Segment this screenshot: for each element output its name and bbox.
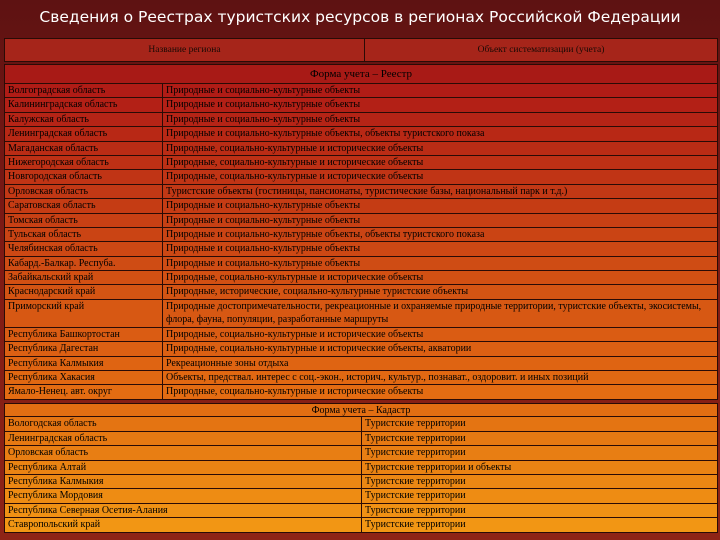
- region-cell: Новгородская область: [5, 170, 163, 183]
- object-cell: Природные, социально-культурные и исторические объекты: [166, 171, 424, 183]
- table-row: [4, 142, 718, 156]
- reestr-rows: [4, 84, 718, 400]
- kadastr-rows: [4, 417, 718, 532]
- region-cell: Республика Хакасия: [5, 371, 163, 384]
- object-cell: Туристские территории: [365, 432, 466, 444]
- header-region: Название региона: [5, 39, 365, 61]
- region-cell: Магаданская область: [5, 142, 163, 155]
- table-row: [4, 489, 718, 503]
- table-row: [4, 84, 718, 98]
- table-row: [4, 504, 718, 518]
- table-row: [4, 285, 718, 299]
- table-row: [4, 461, 718, 475]
- object-cell: Природные, социально-культурные и исторические объекты: [166, 272, 424, 284]
- region-cell: Республика Северная Осетия-Алания: [5, 504, 362, 517]
- table-row: [4, 385, 718, 399]
- kadastr-heading: Форма учета – Кадастр: [4, 403, 718, 417]
- object-cell: Туристские территории: [365, 519, 466, 531]
- region-cell: Орловская область: [5, 446, 362, 459]
- object-cell: Туристские территории: [365, 475, 466, 487]
- region-cell: Ленинградская область: [5, 432, 362, 445]
- region-cell: Тульская область: [5, 228, 163, 241]
- object-cell: Природные и социально-культурные объекты: [166, 200, 361, 212]
- region-cell: Ставропольский край: [5, 518, 362, 531]
- object-cell: Природные и социально-культурные объекты: [166, 113, 361, 125]
- table-row: [4, 357, 718, 371]
- table-row: [4, 300, 718, 328]
- table-row: [4, 257, 718, 271]
- table-row: [4, 271, 718, 285]
- object-cell: Природные, социально-культурные и исторические объекты: [166, 328, 424, 340]
- object-cell: Природные и социально-культурные объекты: [166, 214, 361, 226]
- object-cell: Туристские территории: [365, 490, 466, 502]
- table-header: [4, 38, 718, 62]
- region-cell: Республика Дагестан: [5, 342, 163, 355]
- object-cell: Природные и социально-культурные объекты: [166, 243, 361, 255]
- table-row: [4, 170, 718, 184]
- object-cell: Туристские территории: [365, 447, 466, 459]
- kadastr-section: [4, 403, 718, 533]
- region-cell: Кабард.-Балкар. Респуба.: [5, 257, 163, 270]
- region-cell: Ленинградская область: [5, 127, 163, 140]
- table-row: [4, 417, 718, 431]
- region-cell: Вологодская область: [5, 417, 362, 430]
- table-row: [4, 185, 718, 199]
- region-cell: Челябинская область: [5, 242, 163, 255]
- page-title: Сведения о Реестрах туристских ресурсов в регионах Российской Федерации: [39, 8, 681, 26]
- table-row: [4, 342, 718, 356]
- region-cell: Забайкальский край: [5, 271, 163, 284]
- table-row: [4, 432, 718, 446]
- object-cell: Туристские территории: [365, 504, 466, 516]
- region-cell: Калининградская область: [5, 98, 163, 111]
- region-cell: Республика Калмыкия: [5, 475, 362, 488]
- table-row: [4, 214, 718, 228]
- table-row: [4, 98, 718, 112]
- object-cell: Природные, социально-культурные и исторические объекты: [166, 156, 424, 168]
- object-cell: Природные и социально-культурные объекты: [166, 99, 361, 111]
- region-cell: Волгоградская область: [5, 84, 163, 97]
- table-row: [4, 446, 718, 460]
- object-cell: Туристские территории и объекты: [365, 461, 512, 473]
- object-cell: Природные и социально-культурные объекты: [166, 257, 361, 269]
- object-cell: Природные, социально-культурные и исторические объекты: [166, 142, 424, 154]
- region-cell: Нижегородская область: [5, 156, 163, 169]
- table-row: [4, 156, 718, 170]
- object-cell: Природные и социально-культурные объекты, объекты туристского показа: [166, 228, 485, 240]
- region-cell: Республика Мордовия: [5, 489, 362, 502]
- object-cell: Природные, социально-культурные и исторические объекты, акватории: [166, 343, 472, 355]
- region-cell: Калужская область: [5, 113, 163, 126]
- region-cell: Республика Алтай: [5, 461, 362, 474]
- region-cell: Республика Калмыкия: [5, 357, 163, 370]
- object-cell: Объекты, предствал. интерес с соц.-экон., историч., культур., познават., оздоровит. и иных позиций: [166, 372, 589, 384]
- object-cell: Рекреационные зоны отдыха: [166, 357, 289, 369]
- table-row: [4, 475, 718, 489]
- object-cell: Туристские объекты (гостиницы, пансионаты, туристические базы, национальный парк и т.д.): [166, 185, 568, 197]
- object-cell: Природные, социально-культурные и исторические объекты: [166, 386, 424, 398]
- region-cell: Саратовская область: [5, 199, 163, 212]
- object-cell: Природные достопримечательности, рекреационные и охраняемые природные территории, туристские объекты, экосистемы, флора, фауна, популяции, разработанные маршруты: [166, 300, 702, 326]
- region-cell: Республика Башкортостан: [5, 328, 163, 341]
- region-cell: Томская область: [5, 214, 163, 227]
- region-cell: Приморский край: [5, 300, 163, 327]
- region-cell: Орловская область: [5, 185, 163, 198]
- region-cell: Ямало-Ненец. авт. округ: [5, 385, 163, 398]
- reestr-heading: Форма учета – Реестр: [4, 64, 718, 84]
- object-cell: Туристские территории: [365, 418, 466, 430]
- region-cell: Краснодарский край: [5, 285, 163, 298]
- table-row: [4, 127, 718, 141]
- table-row: [4, 242, 718, 256]
- header-object: Объект систематизации (учета): [477, 45, 605, 55]
- table-row: [4, 228, 718, 242]
- table-row: [4, 518, 718, 532]
- reestr-section: [4, 64, 718, 400]
- object-cell: Природные, исторические, социально-культурные туристские объекты: [166, 286, 469, 298]
- object-cell: Природные и социально-культурные объекты, объекты туристского показа: [166, 128, 485, 140]
- table-row: [4, 328, 718, 342]
- table-row: [4, 113, 718, 127]
- table-row: [4, 199, 718, 213]
- table-row: [4, 371, 718, 385]
- object-cell: Природные и социально-культурные объекты: [166, 85, 361, 96]
